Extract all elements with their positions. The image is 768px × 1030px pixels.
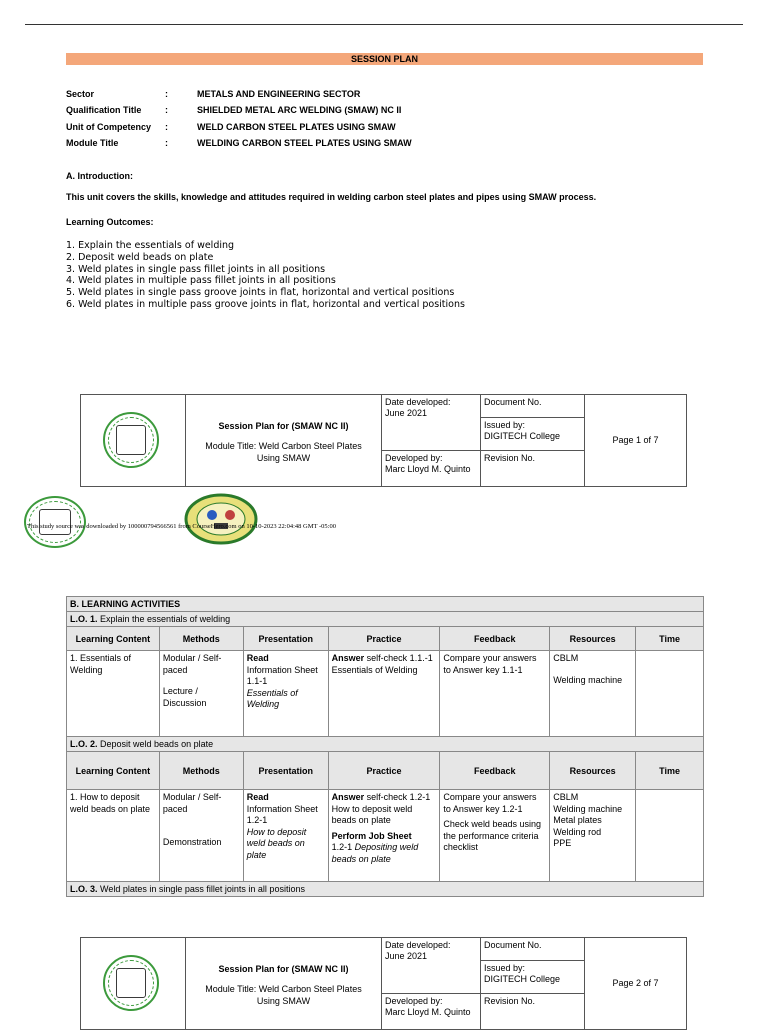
- table-header: Learning Content Methods Presentation Practice Feedback Resources Time: [67, 627, 704, 651]
- college-logo-cell: [81, 395, 186, 486]
- issued-by-cell: Issued by: DIGITECH College: [481, 418, 585, 451]
- session-plan-banner: SESSION PLAN: [66, 53, 703, 65]
- outcome-item: 3. Weld plates in single pass fillet joints in all positions: [66, 263, 326, 275]
- college-seal-icon: [103, 955, 159, 1011]
- section-row: [67, 597, 704, 612]
- college-logo-cell: [81, 938, 186, 1029]
- outcomes-list: [66, 240, 465, 311]
- table-row: 1. How to deposit weld beads on plate Modular / Self-paced Demonstration Read Information Sheet 1.2-1 How to deposit weld beads on plate Answer self-check 1.2-1 How to deposit weld beads on plate Perform Job Sheet 1.2-1 Depositing weld beads on plate Compare your answers to Answer key 1.2-1 Check weld beads using the performance criteria checklist CBLM Welding machine Metal plates Welding rod PPE: [67, 790, 704, 882]
- learning-activities-table: [66, 596, 704, 897]
- footer-title: Session Plan for (SMAW NC II): [218, 964, 349, 974]
- developed-by-cell: Developed by: Marc Lloyd M. Quinto: [382, 994, 481, 1029]
- college-seal-icon: [103, 412, 159, 468]
- outcome-item: 2. Deposit weld beads on plate: [66, 251, 214, 263]
- lo-row: L.O. 3. Weld plates in single pass fillet joints in all positions: [67, 882, 704, 897]
- download-watermark: This study source was downloaded by 100000794566561 from CourseHero.com on 10-10-2023 22:04:48 GMT -05:00: [27, 523, 336, 530]
- watermark-seal-icon: [24, 496, 86, 548]
- revision-no-cell: Revision No.: [481, 994, 585, 1029]
- lo-row: L.O. 2. Deposit weld beads on plate: [67, 737, 704, 752]
- document-no-cell: Document No.: [481, 395, 585, 418]
- footer-title: Session Plan for (SMAW NC II): [218, 421, 349, 431]
- revision-no-cell: Revision No.: [481, 451, 585, 486]
- top-rule: [25, 24, 743, 25]
- table-row: 1. Essentials of Welding Modular / Self-paced Lecture / Discussion Read Information Sheet 1.1-1 Essentials of Welding Answer self-check 1.1.-1 Essentials of Welding Compare your answers to Answer key 1.1-1 CBLM Welding machine: [67, 651, 704, 737]
- page-footer-1: [80, 394, 687, 487]
- page-number: Page 2 of 7: [612, 978, 659, 988]
- outcome-item: 4. Weld plates in multiple pass fillet joints in all positions: [66, 275, 336, 287]
- outcome-item: 6. Weld plates in multiple pass groove joints in flat, horizontal and vertical positions: [66, 298, 465, 310]
- developed-by-cell: Developed by: Marc Lloyd M. Quinto: [382, 451, 481, 486]
- outcome-item: 1. Explain the essentials of welding: [66, 240, 235, 251]
- table-header: Learning Content Methods Presentation Practice Feedback Resources Time: [67, 752, 704, 790]
- outcome-item: 5. Weld plates in single pass groove joints in flat, horizontal and vertical positions: [66, 287, 455, 299]
- intro-text: This unit covers the skills, knowledge and attitudes required in welding carbon steel plates and pipes using SMAW process.: [66, 192, 597, 202]
- issued-by-cell: Issued by: DIGITECH College: [481, 961, 585, 994]
- section-heading: B. LEARNING ACTIVITIES: [67, 597, 704, 612]
- footer-module: Module Title: Weld Carbon Steel Plates Using SMAW: [205, 441, 362, 463]
- date-developed-cell: Date developed: June 2021: [382, 395, 481, 451]
- document-no-cell: Document No.: [481, 938, 585, 961]
- page-footer-2: [80, 937, 687, 1030]
- page-number: Page 1 of 7: [612, 435, 659, 445]
- outcomes-heading: Learning Outcomes:: [66, 217, 154, 227]
- university-seal-icon: [184, 493, 258, 545]
- intro-heading: A. Introduction:: [66, 171, 133, 181]
- lo-row: L.O. 1. Explain the essentials of welding: [67, 612, 704, 627]
- footer-module: Module Title: Weld Carbon Steel Plates Using SMAW: [205, 984, 362, 1006]
- date-developed-cell: Date developed: June 2021: [382, 938, 481, 994]
